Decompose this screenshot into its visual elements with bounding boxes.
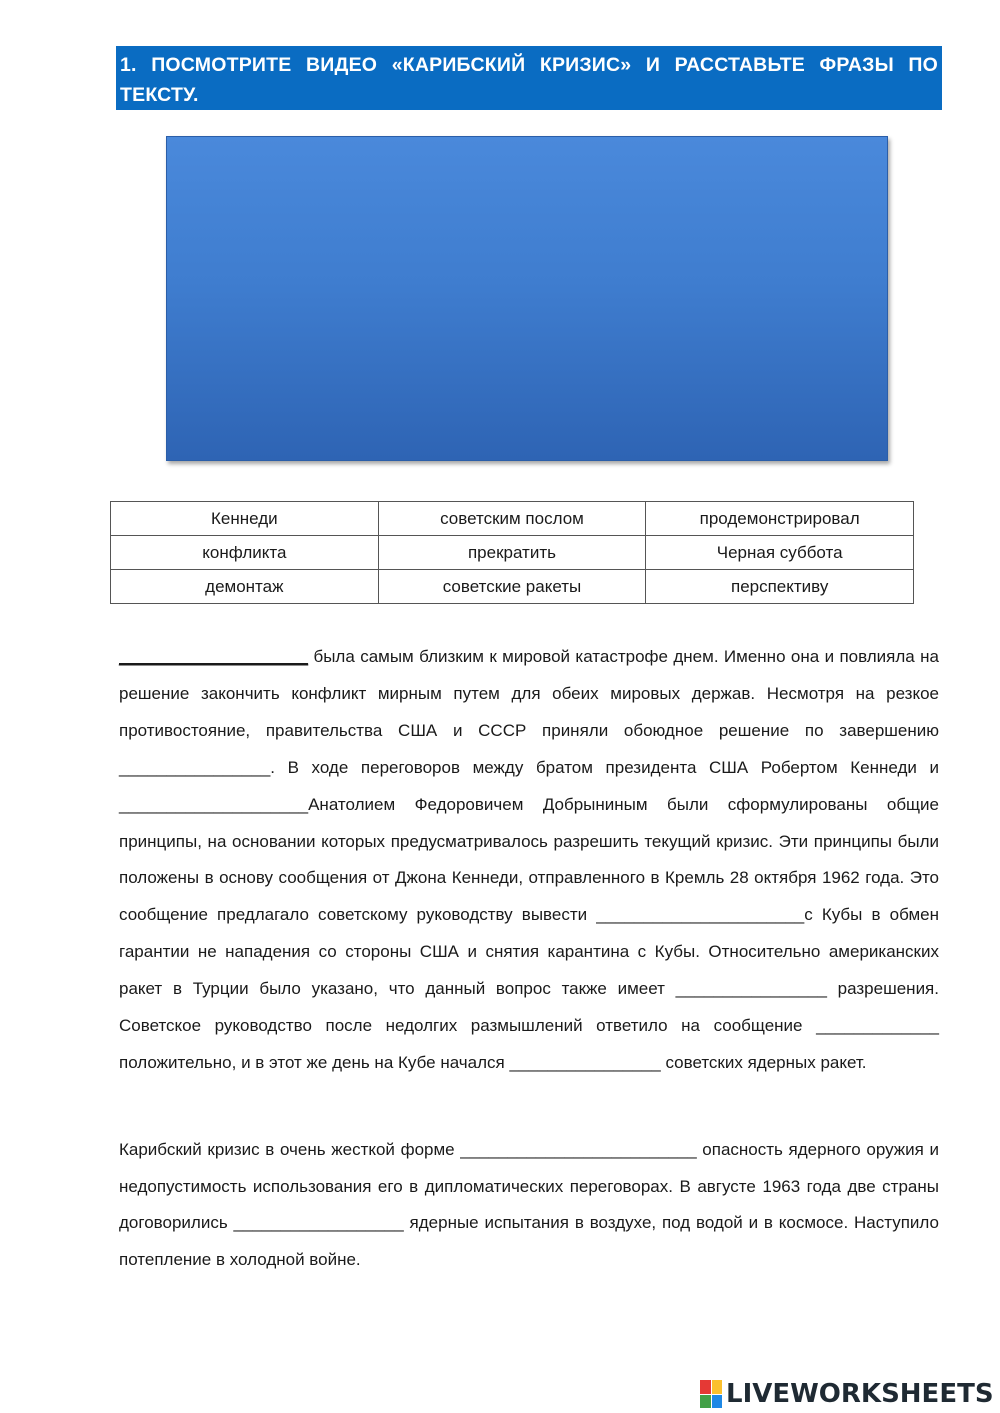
task-title: 1. ПОСМОТРИТЕ ВИДЕО «КАРИБСКИЙ КРИЗИС» И РАССТАВЬТЕ ФРАЗЫ ПО ТЕКСТУ. xyxy=(120,54,938,106)
answer-blank-6[interactable]: _____________ xyxy=(816,1016,939,1036)
word-bank-cell[interactable]: прекратить xyxy=(378,536,646,570)
word-bank-table xyxy=(110,501,914,604)
answer-blank-3[interactable]: ____________________ xyxy=(119,794,309,814)
word-bank-cell[interactable]: демонтаж xyxy=(111,570,379,604)
text-fragment: Карибский кризис в очень жесткой форме xyxy=(119,1140,461,1159)
logo-badge-square xyxy=(712,1380,723,1394)
word-bank-cell[interactable]: продемонстрировал xyxy=(646,502,914,536)
text-fragment: опасность ядерного оружия и недопустимость использования его в дипломатических переговорах. В августе 1963 года две страны договорились xyxy=(119,1140,939,1232)
answer-blank-8[interactable]: _________________________ xyxy=(460,1140,697,1159)
answer-blank-4[interactable]: ______________________ xyxy=(596,905,805,925)
logo-badge-square xyxy=(700,1380,711,1394)
text-fragment: Анатолием Федоровичем Добрыниным были сформулированы общие принципы, на основании которых предусматривалось разрешить текущий кризис. Эти принципы были положены в основу сообщения от Джона Кеннеди, отправленного в Кремль 28 октября 1962 года. Это сообщение предлагало советскому руководству вывести xyxy=(119,794,939,925)
logo-badge-icon xyxy=(700,1380,722,1408)
text-fragment: с Кубы в обмен гарантии не нападения со стороны США и снятия карантина с Кубы. Относительно американских ракет в Турции было указано, что данный вопрос также имеет xyxy=(119,905,939,999)
word-bank-cell[interactable]: Черная суббота xyxy=(646,536,914,570)
text-fragment: была самым близким к мировой катастрофе днем. Именно она и повлияла на решение закончить конфликт мирным путем для обеих мировых держав. Несмотря на резкое противостояние, правительства США и СССР приняли обоюдное решение по завершению xyxy=(119,647,939,740)
answer-blank-2[interactable]: ________________ xyxy=(119,757,271,777)
logo-text: LIVEWORKSHEETS xyxy=(726,1379,994,1409)
word-bank-row xyxy=(111,536,914,570)
logo-badge-square xyxy=(712,1395,723,1409)
word-bank-row xyxy=(111,570,914,604)
answer-blank-1[interactable]: ____________________ xyxy=(119,647,309,666)
paragraph-2 xyxy=(119,1132,939,1278)
word-bank-cell[interactable]: советским послом xyxy=(378,502,646,536)
text-fragment: разрешения. Советское руководство после недолгих размышлений ответило на сообщение xyxy=(119,979,939,1036)
text-fragment: . В ходе переговоров между братом президента США Робертом Кеннеди и xyxy=(270,757,939,777)
answer-blank-7[interactable]: ________________ xyxy=(509,1052,661,1072)
answer-blank-9[interactable]: __________________ xyxy=(233,1213,404,1232)
word-bank-row xyxy=(111,502,914,536)
paragraph-1 xyxy=(119,639,939,1082)
word-bank-cell[interactable]: перспективу xyxy=(646,570,914,604)
text-fragment: ядерные испытания в воздухе, под водой и в космосе. Наступило потепление в холодной войне. xyxy=(119,1213,939,1269)
liveworksheets-logo xyxy=(700,1379,994,1409)
video-player[interactable] xyxy=(166,136,888,461)
answer-blank-5[interactable]: ________________ xyxy=(675,979,827,999)
text-fragment: положительно, и в этот же день на Кубе начался xyxy=(119,1052,510,1072)
logo-badge-square xyxy=(700,1395,711,1409)
text-fragment: советских ядерных ракет. xyxy=(660,1052,867,1072)
word-bank-cell[interactable]: Кеннеди xyxy=(111,502,379,536)
word-bank-cell[interactable]: конфликта xyxy=(111,536,379,570)
word-bank-cell[interactable]: советские ракеты xyxy=(378,570,646,604)
task-banner xyxy=(116,46,942,110)
